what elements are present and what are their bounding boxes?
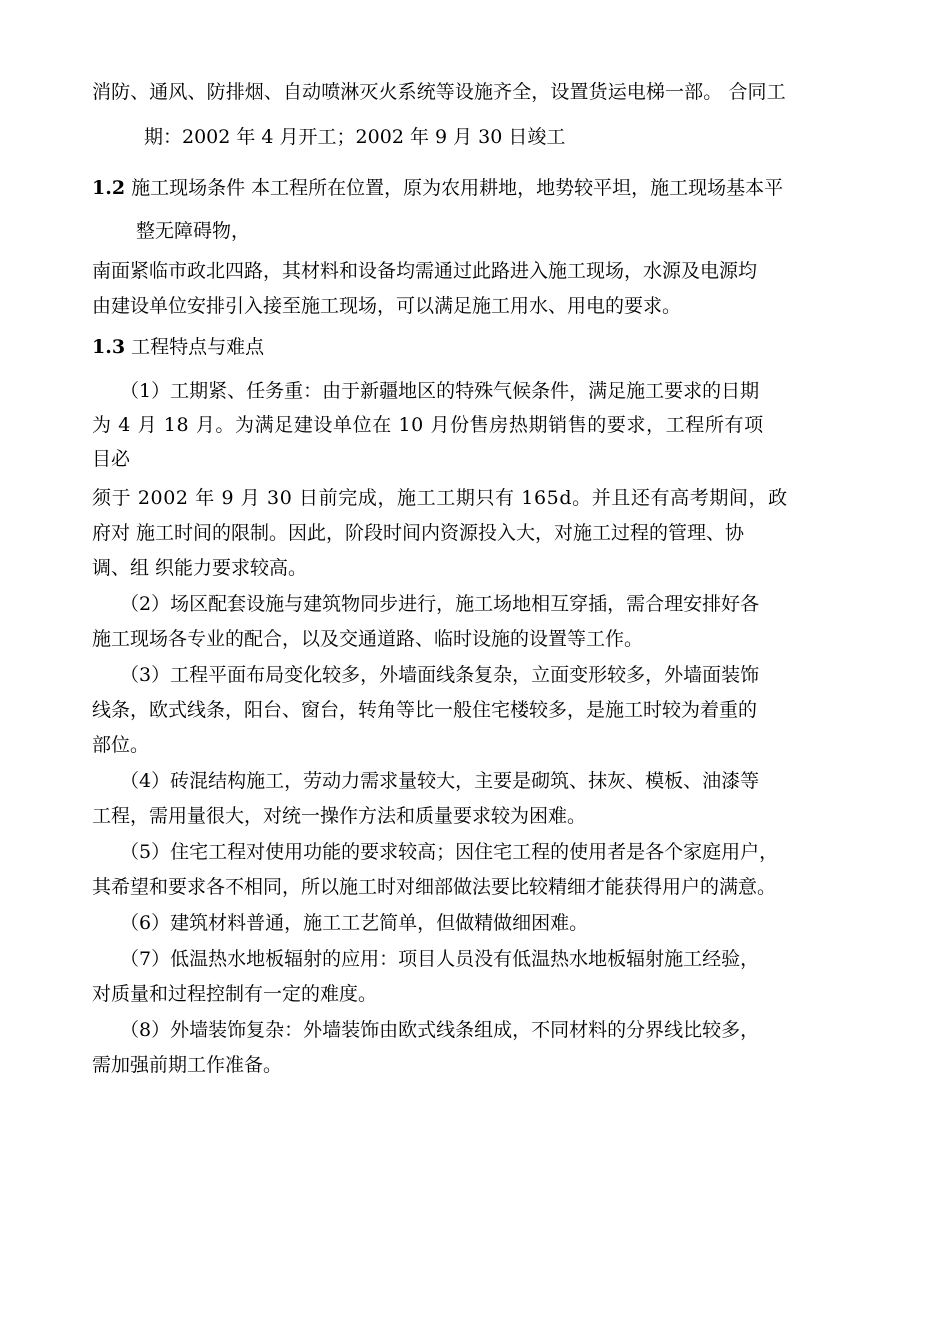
list-item-line: 需加强前期工作准备。 bbox=[92, 1054, 283, 1076]
list-item-line: 工程，需用量很大，对统一操作方法和质量要求较为困难。 bbox=[92, 805, 587, 827]
list-item-line: （3）工程平面布局变化较多，外墙面线条复杂，立面变形较多，外墙面装饰 bbox=[120, 664, 760, 686]
section-number: 1.3 bbox=[92, 336, 126, 358]
list-item-line: 调、组 织能力要求较高。 bbox=[92, 557, 308, 579]
section-1-2-line bbox=[92, 175, 783, 201]
section-title: 工程特点与难点 bbox=[131, 336, 265, 358]
list-item-line: 施工现场各专业的配合，以及交通道路、临时设施的设置等工作。 bbox=[92, 628, 644, 650]
list-item-line: 其希望和要求各不相同，所以施工时对细部做法要比较精细才能获得用户的满意。 bbox=[92, 876, 777, 898]
list-item-line: 府对 施工时间的限制。因此，阶段时间内资源投入大，对施工过程的管理、协 bbox=[92, 522, 745, 544]
list-item-line: 为 4 月 18 月。为满足建设单位在 10 月份售房热期销售的要求，工程所有项 bbox=[92, 414, 764, 436]
list-item-line: 线条，欧式线条，阳台、窗台，转角等比一般住宅楼较多，是施工时较为着重的 bbox=[92, 699, 758, 721]
section-number: 1.2 bbox=[92, 177, 126, 199]
section-1-2-line: 整无障碍物， bbox=[136, 220, 251, 242]
list-item-line: （6）建筑材料普通，施工工艺简单，但做精做细困难。 bbox=[120, 912, 589, 934]
section-text: 施工现场条件 本工程所在位置，原为农用耕地，地势较平坦，施工现场基本平 bbox=[131, 177, 784, 199]
list-item-line: （4）砖混结构施工，劳动力需求量较大，主要是砌筑、抹灰、模板、油漆等 bbox=[120, 770, 760, 792]
list-item-line: 目必 bbox=[92, 448, 131, 470]
section-1-2-line: 由建设单位安排引入接至施工现场，可以满足施工用水、用电的要求。 bbox=[92, 295, 682, 317]
list-item-line: 对质量和过程控制有一定的难度。 bbox=[92, 983, 378, 1005]
list-item-line: （7）低温热水地板辐射的应用：项目人员没有低温热水地板辐射施工经验， bbox=[120, 948, 760, 970]
list-item-line: （8）外墙装饰复杂：外墙装饰由欧式线条组成，不同材料的分界线比较多， bbox=[120, 1019, 760, 1041]
list-item-line: （5）住宅工程对使用功能的要求较高；因住宅工程的使用者是各个家庭用户， bbox=[120, 841, 779, 863]
list-item-line: （1）工期紧、任务重：由于新疆地区的特殊气候条件，满足施工要求的日期 bbox=[120, 380, 760, 402]
section-1-2-line: 南面紧临市政北四路，其材料和设备均需通过此路进入施工现场，水源及电源均 bbox=[92, 260, 758, 282]
intro-line: 期：2002 年 4 月开工；2002 年 9 月 30 日竣工 bbox=[144, 126, 566, 148]
list-item-line: （2）场区配套设施与建筑物同步进行，施工场地相互穿插，需合理安排好各 bbox=[120, 593, 760, 615]
list-item-line: 部位。 bbox=[92, 734, 150, 756]
intro-line: 消防、通风、防排烟、自动喷淋灭火系统等设施齐全，设置货运电梯一部。 合同工 bbox=[92, 81, 786, 103]
list-item-line: 须于 2002 年 9 月 30 日前完成，施工工期只有 165d。并且还有高考期间，政 bbox=[92, 487, 788, 509]
section-1-3-heading bbox=[92, 334, 264, 360]
